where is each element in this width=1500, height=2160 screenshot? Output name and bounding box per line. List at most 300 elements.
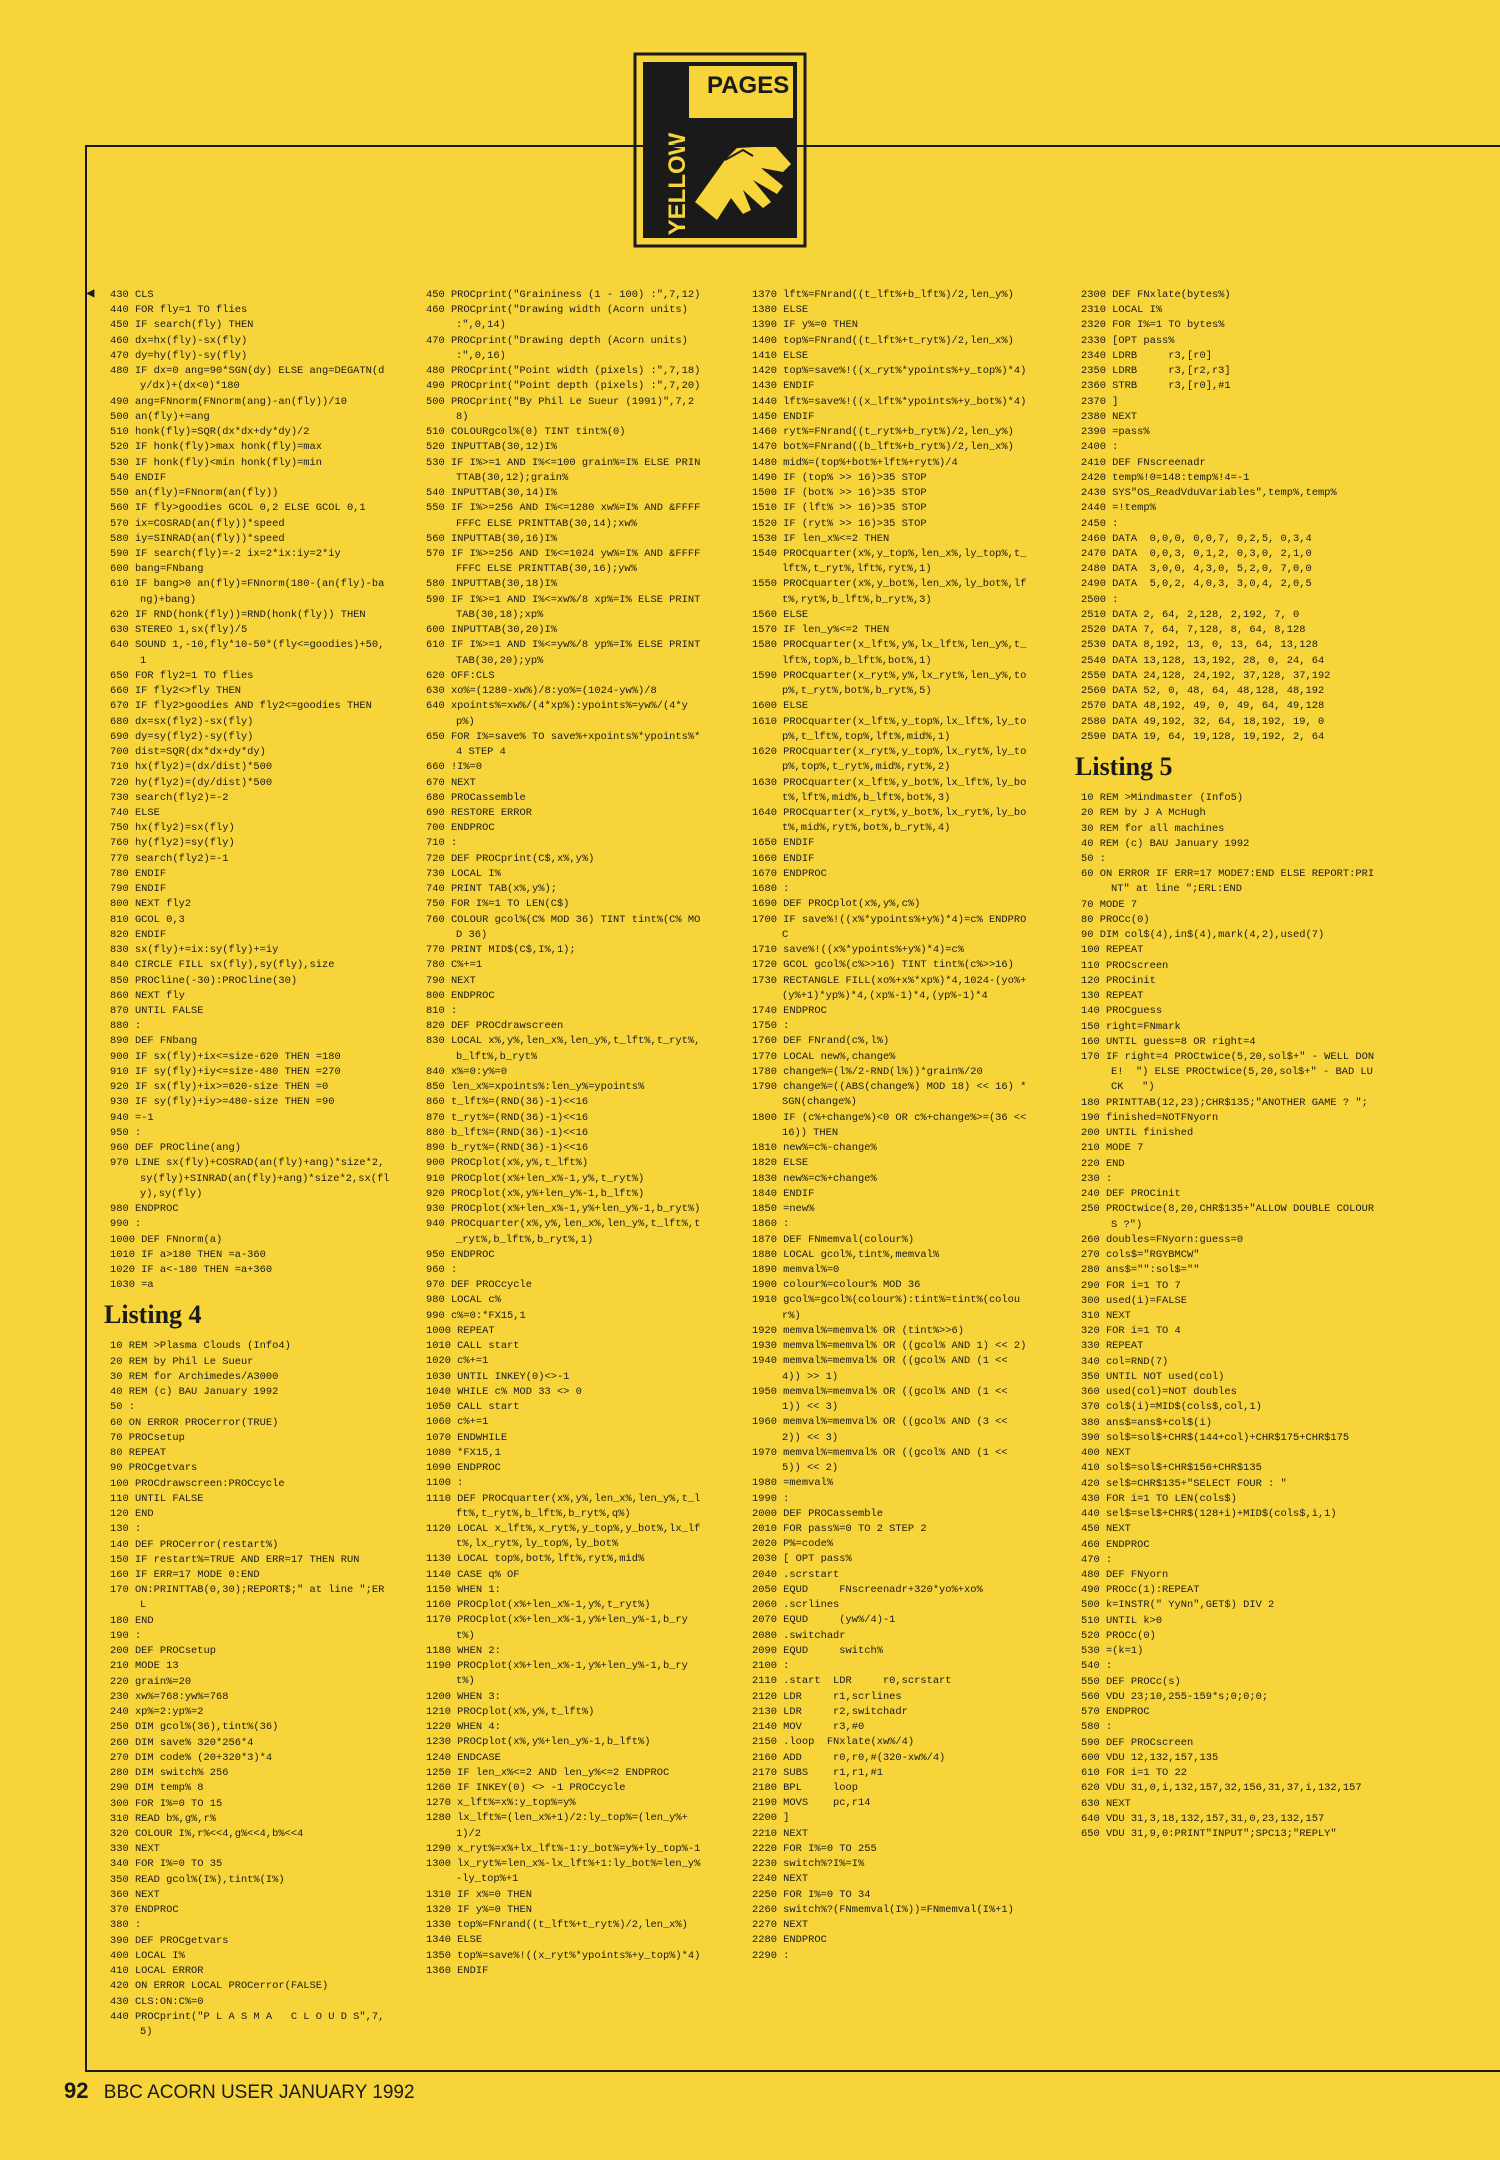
code-line: 470 PROCprint("Drawing depth (Acorn units) :",0,16) — [426, 334, 695, 362]
code-line: 1710 save%!((x%*ypoints%+y%)*4)=c% — [752, 944, 965, 957]
code-line: 180 END — [110, 1614, 154, 1627]
code-line: 310 NEXT — [1081, 1310, 1131, 1322]
code-line: 610 FOR i=1 TO 22 — [1081, 1767, 1188, 1780]
code-line: 450 NEXT — [1081, 1523, 1131, 1536]
code-line: 500 an(fly)+=ang — [110, 410, 210, 423]
code-line: 360 NEXT — [110, 1888, 160, 1901]
code-line: 440 PROCprint("P L A S M A C L O U D S",7,5) — [110, 2010, 385, 2039]
code-line: 2480 DATA 3,0,0, 4,3,0, 5,2,0, 7,0,0 — [1081, 563, 1312, 576]
code-line: 2170 SUBS r1,r1,#1 — [752, 1766, 883, 1779]
code-line: 2220 FOR I%=0 TO 255 — [752, 1842, 877, 1855]
code-line: 1880 LOCAL gcol%,tint%,memval% — [752, 1248, 940, 1261]
code-line: 1680 : — [752, 883, 790, 896]
code-line: 480 IF dx=0 ang=90*SGN(dy) ELSE ang=DEGATN(dy/dx)+(dx<0)*180 — [110, 365, 385, 393]
code-line: 1110 DEF PROCquarter(x%,y%,len_x%,len_y%,t_lft%,t_ryt%,b_lft%,b_ryt%,q%) — [426, 1492, 701, 1520]
code-line: 2100 : — [752, 1660, 790, 1673]
code-line: 550 DEF PROCc(s) — [1081, 1675, 1181, 1688]
code-line: 90 DIM col$(4),in$(4),mark(4,2),used(7) — [1081, 929, 1325, 942]
code-line: 600 INPUTTAB(30,20)I% — [426, 624, 557, 637]
code-line: 2570 DATA 48,192, 49, 0, 49, 64, 49,128 — [1081, 700, 1325, 713]
code-line: 1750 : — [752, 1020, 790, 1033]
code-line: 1620 PROCquarter(x_ryt%,y_top%,lx_ryt%,ly_top%,top%,t_ryt%,mid%,ryt%,2) — [752, 746, 1027, 774]
code-line: 1140 CASE q% OF — [426, 1568, 520, 1581]
code-line: 890 b_ryt%=(RND(36)-1)<<16 — [426, 1142, 589, 1155]
code-line: 280 ans$="":sol$="" — [1081, 1264, 1200, 1277]
listing-column-3 — [746, 288, 1032, 1964]
code-line: 350 READ gcol%(I%),tint%(I%) — [110, 1873, 285, 1886]
code-line: 1260 IF INKEY(0) <> -1 PROCcycle — [426, 1781, 626, 1794]
code-line: 1780 change%=(l%/2-RND(l%))*grain%/20 — [752, 1065, 983, 1078]
page-footer — [64, 2078, 415, 2104]
listing-5-heading: Listing 5 — [1075, 752, 1173, 782]
code-line: 810 GCOL 0,3 — [110, 913, 185, 926]
code-line: 340 col=RND(7) — [1081, 1355, 1169, 1368]
code-line: 840 CIRCLE FILL sx(fly),sy(fly),size — [110, 959, 335, 972]
code-line: 1630 PROCquarter(x_lft%,y_bot%,lx_lft%,ly_bot%,lft%,mid%,b_lft%,bot%,3) — [752, 776, 1027, 804]
code-line: 2040 .scrstart — [752, 1568, 840, 1581]
code-line: 790 ENDIF — [110, 883, 167, 896]
code-line: 570 ENDPROC — [1081, 1706, 1150, 1719]
code-line: 930 IF sy(fly)+iy>=480-size THEN =90 — [110, 1096, 335, 1109]
code-line: 380 ans$=ans$+col$(i) — [1081, 1416, 1212, 1429]
code-line: 170 IF right=4 PROCtwice(5,20,sol$+" - WELL DONE! ") ELSE PROCtwice(5,20,sol$+" - BAD LUCK ") — [1081, 1051, 1375, 1094]
top-rule — [85, 145, 1500, 147]
code-line: 180 PRINTTAB(12,23);CHR$135;"ANOTHER GAME ? "; — [1081, 1096, 1368, 1109]
code-line: 650 VDU 31,9,0:PRINT"INPUT";SPC13;"REPLY" — [1081, 1827, 1337, 1840]
code-line: 80 REPEAT — [110, 1447, 167, 1460]
code-line: 320 FOR i=1 TO 4 — [1081, 1325, 1181, 1338]
code-line: 2060 .scrlines — [752, 1599, 840, 1612]
code-line: 1650 ENDIF — [752, 837, 815, 850]
code-line: 2160 ADD r0,r0,#(320-xw%/4) — [752, 1751, 946, 1764]
code-line: 1660 ENDIF — [752, 852, 815, 865]
code-line: 250 DIM gcol%(36),tint%(36) — [110, 1721, 279, 1734]
code-line: 430 CLS — [110, 289, 154, 301]
code-line: 410 sol$=sol$+CHR$156+CHR$135 — [1081, 1462, 1262, 1475]
code-line: 390 DEF PROCgetvars — [110, 1934, 229, 1947]
code-line: 640 xpoints%=xw%/(4*xp%):ypoints%=yw%/(4*yp%) — [426, 700, 688, 728]
code-line: 800 NEXT fly2 — [110, 898, 192, 911]
code-line: 880 : — [110, 1020, 142, 1033]
code-line: 1230 PROCplot(x%,y%+len_y%-1,b_lft%) — [426, 1736, 651, 1749]
code-line: 510 honk(fly)=SQR(dx*dx+dy*dy)/2 — [110, 426, 310, 439]
code-line: 340 FOR I%=0 TO 35 — [110, 1858, 223, 1871]
code-line: 1980 =memval% — [752, 1477, 834, 1490]
code-line: 2250 FOR I%=0 TO 34 — [752, 1888, 871, 1901]
code-line: 1850 =new% — [752, 1203, 815, 1216]
code-line: 10 REM >Mindmaster (Info5) — [1081, 792, 1244, 805]
code-line: 90 PROCgetvars — [110, 1462, 198, 1475]
code-line: 1010 IF a>180 THEN =a-360 — [110, 1248, 266, 1261]
code-line: 270 DIM code% (20+320*3)*4 — [110, 1751, 273, 1764]
code-line: 740 PRINT TAB(x%,y%); — [426, 883, 557, 896]
code-line: 1030 =a — [110, 1279, 154, 1292]
code-line: 1000 DEF FNnorm(a) — [110, 1233, 223, 1246]
code-line: 990 : — [110, 1218, 142, 1231]
code-line: 580 iy=SINRAD(an(fly))*speed — [110, 532, 285, 545]
code-line: 1990 : — [752, 1492, 790, 1505]
code-line: 1720 GCOL gcol%(c%>>16) TINT tint%(c%>>16) — [752, 959, 1014, 972]
code-line: 760 hy(fly2)=sy(fly) — [110, 837, 235, 850]
code-line: 30 REM for all machines — [1081, 822, 1225, 835]
code-line: 1420 top%=save%!((x_ryt%*ypoints%+y_top%)*4) — [752, 365, 1027, 378]
code-line: 1020 IF a<-180 THEN =a+360 — [110, 1264, 273, 1276]
code-line: 2380 NEXT — [1081, 410, 1138, 423]
code-line: 910 IF sy(fly)+iy<=size-480 THEN =270 — [110, 1065, 341, 1078]
code-line: 710 : — [426, 837, 458, 850]
code-line: 2070 EQUD (yw%/4)-1 — [752, 1614, 896, 1627]
code-line: 740 ELSE — [110, 806, 160, 819]
code-line: 1220 WHEN 4: — [426, 1721, 501, 1734]
code-line: 520 PROCc(0) — [1081, 1629, 1156, 1642]
code-line: 750 hx(fly2)=sx(fly) — [110, 822, 235, 835]
code-line: 870 UNTIL FALSE — [110, 1005, 204, 1018]
code-line: 490 PROCprint("Point depth (pixels) :",7,20) — [426, 380, 701, 393]
code-line: 840 x%=0:y%=0 — [426, 1065, 508, 1078]
code-line: 2530 DATA 8,192, 13, 0, 13, 64, 13,128 — [1081, 639, 1318, 652]
code-line: 480 PROCprint("Point width (pixels) :",7,18) — [426, 365, 701, 378]
code-line: 1940 memval%=memval% OR ((gcol% AND (1 << 4)) >> 1) — [752, 1355, 1014, 1383]
code-line: 1820 ELSE — [752, 1157, 809, 1170]
code-line: 1380 ELSE — [752, 304, 809, 317]
code-line: 450 PROCprint("Graininess (1 - 100) :",7,12) — [426, 289, 701, 301]
code-line: 1840 ENDIF — [752, 1187, 815, 1200]
code-line: 1160 PROCplot(x%+len_x%-1,y%,t_ryt%) — [426, 1599, 651, 1612]
page-number: 92 — [64, 2078, 89, 2103]
code-line: 230 : — [1081, 1172, 1113, 1185]
code-line: 1080 *FX15,1 — [426, 1446, 501, 1459]
code-line: 2050 EQUD FNscreenadr+320*yo%+xo% — [752, 1583, 983, 1596]
code-line: 80 PROCc(0) — [1081, 913, 1150, 926]
code-line: 1900 colour%=colour% MOD 36 — [752, 1279, 921, 1292]
code-line: 2360 STRB r3,[r0],#1 — [1081, 380, 1231, 393]
code-line: 1060 c%+=1 — [426, 1416, 489, 1429]
code-line: 1830 new%=c%+change% — [752, 1172, 877, 1185]
code-line: 1530 IF len_x%<=2 THEN — [752, 532, 890, 545]
code-line: 950 : — [110, 1126, 142, 1139]
code-line: 2200 ] — [752, 1812, 790, 1825]
code-line: 1950 memval%=memval% OR ((gcol% AND (1 << 1)) << 3) — [752, 1385, 1014, 1414]
logo-side-text: YELLOW — [664, 132, 691, 236]
code-line: 1350 top%=save%!((x_ryt%*ypoints%+y_top%)*4) — [426, 1949, 701, 1962]
code-line: 1460 ryt%=FNrand((t_ryt%+b_ryt%)/2,len_y%) — [752, 426, 1014, 439]
code-line: 530 =(k=1) — [1081, 1645, 1144, 1658]
code-line: 1540 PROCquarter(x%,y_top%,len_x%,ly_top%,t_lft%,t_ryt%,lft%,ryt%,1) — [752, 547, 1027, 576]
code-line: 620 OFF:CLS — [426, 669, 495, 682]
code-line: 490 PROCc(1):REPEAT — [1081, 1584, 1200, 1597]
code-line: 970 DEF PROCcycle — [426, 1279, 533, 1292]
code-line: 620 IF RND(honk(fly))=RND(honk(fly)) THEN — [110, 608, 366, 621]
code-line: 2400 : — [1081, 441, 1119, 454]
code-line: 2510 DATA 2, 64, 2,128, 2,192, 7, 0 — [1081, 608, 1300, 621]
code-line: 210 MODE 7 — [1081, 1142, 1144, 1155]
code-line: 500 PROCprint("By Phil Le Sueur (1991)",7,28) — [426, 395, 695, 423]
code-line: 690 dy=sy(fly2)-sy(fly) — [110, 730, 254, 743]
code-line: 2010 FOR pass%=0 TO 2 STEP 2 — [752, 1522, 927, 1535]
code-line: 2110 .start LDR r0,scrstart — [752, 1675, 952, 1688]
code-line: 640 SOUND 1,-10,fly*10-50*(fly<=goodies)+50,1 — [110, 639, 385, 667]
code-line: 300 used(i)=FALSE — [1081, 1294, 1188, 1307]
code-line: 110 PROCscreen — [1081, 959, 1169, 972]
code-line: 260 DIM save% 320*256*4 — [110, 1736, 254, 1749]
code-line: 1800 IF (c%+change%)<0 OR c%+change%>=(36 << 16)) THEN — [752, 1111, 1033, 1139]
code-line: 2500 : — [1081, 593, 1119, 606]
code-line: 860 NEXT fly — [110, 989, 185, 1002]
code-line: 240 xp%=2:yp%=2 — [110, 1706, 204, 1719]
code-line: 440 sel$=sel$+CHR$(128+i)+MID$(cols$,i,1) — [1081, 1508, 1337, 1521]
code-line: 410 LOCAL ERROR — [110, 1965, 204, 1978]
code-line: 1580 PROCquarter(x_lft%,y%,lx_lft%,len_y%,t_lft%,top%,b_lft%,bot%,1) — [752, 639, 1027, 667]
code-line: 140 DEF PROCerror(restart%) — [110, 1538, 279, 1551]
code-line: 700 ENDPROC — [426, 822, 495, 835]
code-line: 630 xo%=(1280-xw%)/8:yo%=(1024-yw%)/8 — [426, 685, 657, 698]
code-line: 920 PROCplot(x%,y%+len_y%-1,b_lft%) — [426, 1187, 645, 1200]
code-line: 600 VDU 12,132,157,135 — [1081, 1751, 1219, 1764]
code-line: 2090 EQUD switch% — [752, 1644, 883, 1657]
code-line: 2030 [ OPT pass% — [752, 1553, 852, 1566]
code-line: 490 ang=FNnorm(FNnorm(ang)-an(fly))/10 — [110, 395, 347, 408]
code-line: 390 sol$=sol$+CHR$(144+col)+CHR$175+CHR$175 — [1081, 1431, 1350, 1444]
code-line: 1300 lx_ryt%=len_x%-lx_lft%+1:ly_bot%=len_y%-ly_top%+1 — [426, 1858, 701, 1886]
code-line: 1670 ENDPROC — [752, 867, 827, 880]
code-line: 650 FOR I%=save% TO save%+xpoints%*ypoints%*4 STEP 4 — [426, 730, 701, 759]
code-line: 590 IF search(fly)=-2 ix=2*ix:iy=2*iy — [110, 547, 341, 560]
code-line: 400 LOCAL I% — [110, 1949, 185, 1962]
code-line: 670 IF fly2>goodies AND fly2<=goodies THEN — [110, 700, 372, 713]
code-line: 2430 SYS"OS_ReadVduVariables",temp%,temp% — [1081, 487, 1337, 500]
code-line: 1790 change%=((ABS(change%) MOD 18) << 16) * SGN(change%) — [752, 1081, 1033, 1109]
code-line: 830 sx(fly)+=ix:sy(fly)+=iy — [110, 944, 279, 957]
code-line: 920 IF sx(fly)+ix>=620-size THEN =0 — [110, 1081, 329, 1094]
code-line: 530 IF honk(fly)<min honk(fly)=min — [110, 456, 323, 469]
listing-column-1 — [104, 288, 390, 2040]
code-line: 220 grain%=20 — [110, 1675, 192, 1688]
code-line: 940 =-1 — [110, 1111, 154, 1124]
code-line: 1740 ENDPROC — [752, 1005, 827, 1018]
code-line: 310 READ b%,g%,r% — [110, 1812, 217, 1825]
code-line: 50 : — [1081, 852, 1106, 865]
code-line: 2020 P%=code% — [752, 1538, 834, 1551]
code-line: 190 finished=NOTFNyorn — [1081, 1111, 1219, 1124]
code-line: 1370 lft%=FNrand((t_lft%+b_lft%)/2,len_y%) — [752, 289, 1014, 301]
code-line: 830 LOCAL x%,y%,len_x%,len_y%,t_lft%,t_ryt%,b_lft%,b_ryt% — [426, 1035, 701, 1063]
code-line: 460 ENDPROC — [1081, 1538, 1150, 1551]
code-line: 540 : — [1081, 1660, 1113, 1673]
logo-top-text: PAGES — [707, 72, 790, 99]
code-line: 2210 NEXT — [752, 1827, 809, 1840]
code-line: 1470 bot%=FNrand((b_lft%+b_ryt%)/2,len_x%) — [752, 441, 1014, 454]
code-line: 820 DEF PROCdrawscreen — [426, 1020, 564, 1033]
code-line: 700 dist=SQR(dx*dx+dy*dy) — [110, 746, 266, 759]
code-line: 1090 ENDPROC — [426, 1462, 501, 1475]
code-line: 50 : — [110, 1401, 135, 1414]
code-line: 2290 : — [752, 1949, 790, 1962]
code-line: 1560 ELSE — [752, 608, 809, 621]
code-line: 1770 LOCAL new%,change% — [752, 1050, 896, 1063]
code-line: 190 : — [110, 1629, 142, 1642]
code-line: 980 LOCAL c% — [426, 1294, 501, 1307]
code-line: 1100 : — [426, 1477, 464, 1490]
code-line: 2470 DATA 0,0,3, 0,1,2, 0,3,0, 2,1,0 — [1081, 547, 1312, 560]
code-line: 2130 LDR r2,switchadr — [752, 1705, 908, 1718]
code-line: 2000 DEF PROCassemble — [752, 1507, 883, 1520]
code-line: 480 DEF FNyorn — [1081, 1568, 1169, 1581]
code-line: 470 : — [1081, 1553, 1113, 1566]
code-line: 630 STEREO 1,sx(fly)/5 — [110, 624, 248, 637]
code-line: 780 C%+=1 — [426, 959, 483, 972]
code-line: 590 DEF PROCscreen — [1081, 1736, 1194, 1749]
code-line: 1290 x_ryt%=x%+lx_lft%-1:y_bot%=y%+ly_top%-1 — [426, 1842, 701, 1855]
code-line: 510 UNTIL k>0 — [1081, 1614, 1163, 1627]
code-line: 10 REM >Plasma Clouds (Info4) — [110, 1340, 291, 1353]
code-line: 530 IF I%>=1 AND I%<=100 grain%=I% ELSE PRINTTAB(30,12);grain% — [426, 456, 701, 484]
code-line: 1860 : — [752, 1218, 790, 1231]
code-line: 2420 temp%!0=148:temp%!4=-1 — [1081, 471, 1250, 484]
code-line: 140 PROCguess — [1081, 1005, 1163, 1018]
code-line: 1450 ENDIF — [752, 410, 815, 423]
code-line: 1030 UNTIL INKEY(0)<>-1 — [426, 1370, 570, 1383]
code-line: 130 REPEAT — [1081, 990, 1144, 1003]
code-line: 550 IF I%>=256 AND I%<=1280 xw%=I% AND &FFFFFFFC ELSE PRINTTAB(30,14);xw% — [426, 502, 701, 530]
code-line: 150 IF restart%=TRUE AND ERR=17 THEN RUN — [110, 1553, 360, 1566]
code-line: 2270 NEXT — [752, 1919, 809, 1932]
code-line: 330 REPEAT — [1081, 1340, 1144, 1353]
code-line: 560 IF fly>goodies GCOL 0,2 ELSE GCOL 0,1 — [110, 502, 366, 515]
code-line: 1510 IF (lft% >> 16)>35 STOP — [752, 502, 927, 515]
code-line: 2450 : — [1081, 517, 1119, 530]
code-line: 1250 IF len_x%<=2 AND len_y%<=2 ENDPROC — [426, 1766, 670, 1779]
code-line: 1600 ELSE — [752, 700, 809, 713]
code-line: 2180 BPL loop — [752, 1781, 859, 1794]
code-line: 2300 DEF FNxlate(bytes%) — [1081, 289, 1231, 301]
code-line: 1020 c%+=1 — [426, 1355, 489, 1368]
code-line: 580 : — [1081, 1721, 1113, 1734]
code-line: 290 DIM temp% 8 — [110, 1782, 204, 1795]
code-line: 900 IF sx(fly)+ix<=size-620 THEN =180 — [110, 1050, 341, 1063]
code-line: 770 PRINT MID$(C$,I%,1); — [426, 944, 576, 957]
code-line: 1200 WHEN 3: — [426, 1690, 501, 1703]
code-line: 1170 PROCplot(x%+len_x%-1,y%+len_y%-1,b_ryt%) — [426, 1614, 688, 1642]
code-line: 2410 DEF FNscreenadr — [1081, 456, 1206, 469]
code-line: 2120 LDR r1,scrlines — [752, 1690, 902, 1703]
code-line: 1490 IF (top% >> 16)>35 STOP — [752, 471, 927, 484]
code-line: 330 NEXT — [110, 1843, 160, 1856]
code-line: 810 : — [426, 1005, 458, 1018]
code-line: 40 REM (c) BAU January 1992 — [1081, 837, 1250, 850]
code-line: 600 bang=FNbang — [110, 563, 204, 576]
code-line: 1610 PROCquarter(x_lft%,y_top%,lx_lft%,ly_top%,t_lft%,top%,lft%,mid%,1) — [752, 715, 1027, 743]
code-line: 720 DEF PROCprint(C$,x%,y%) — [426, 852, 595, 865]
code-line: 320 COLOUR I%,r%<<4,g%<<4,b%<<4 — [110, 1827, 304, 1840]
code-line: 1340 ELSE — [426, 1934, 483, 1947]
code-line: 780 ENDIF — [110, 867, 167, 880]
code-line: 2520 DATA 7, 64, 7,128, 8, 64, 8,128 — [1081, 624, 1306, 637]
code-line: 1500 IF (bot% >> 16)>35 STOP — [752, 487, 927, 500]
code-line: 1120 LOCAL x_lft%,x_ryt%,y_top%,y_bot%,lx_lft%,lx_ryt%,ly_top%,ly_bot% — [426, 1522, 701, 1551]
code-line: 2230 switch%?I%=I% — [752, 1858, 865, 1871]
code-line: 680 dx=sx(fly2)-sx(fly) — [110, 715, 254, 728]
publication-name: BBC ACORN USER JANUARY 1992 — [103, 2082, 415, 2103]
code-line: 610 IF bang>0 an(fly)=FNnorm(180-(an(fly)-bang)+bang) — [110, 578, 385, 606]
code-line: 1890 memval%=0 — [752, 1264, 840, 1276]
code-line: 1480 mid%=(top%+bot%+lft%+ryt%)/4 — [752, 456, 958, 469]
code-line: 2310 LOCAL I% — [1081, 304, 1163, 317]
code-line: 2280 ENDPROC — [752, 1934, 827, 1947]
code-line: 2550 DATA 24,128, 24,192, 37,128, 37,192 — [1081, 669, 1331, 682]
code-line: 200 UNTIL finished — [1081, 1127, 1194, 1140]
code-line: 590 IF I%>=1 AND I%<=xw%/8 xp%=I% ELSE PRINTTAB(30,18);xp% — [426, 593, 701, 621]
code-line: 770 search(fly2)=-1 — [110, 852, 229, 865]
code-line: 60 ON ERROR PROCerror(TRUE) — [110, 1416, 279, 1429]
code-line: 230 xw%=768:yw%=768 — [110, 1690, 229, 1703]
code-line: 150 right=FNmark — [1081, 1020, 1181, 1033]
code-line: 2460 DATA 0,0,0, 0,0,7, 0,2,5, 0,3,4 — [1081, 532, 1312, 545]
code-line: 20 REM by Phil Le Sueur — [110, 1355, 254, 1368]
code-line: 2260 switch%?(FNmemval(I%))=FNmemval(I%+1) — [752, 1903, 1014, 1916]
code-line: 450 IF search(fly) THEN — [110, 319, 254, 332]
code-line: 910 PROCplot(x%+len_x%-1,y%,t_ryt%) — [426, 1172, 645, 1185]
code-line: 570 ix=COSRAD(an(fly))*speed — [110, 517, 285, 530]
code-line: 430 CLS:ON:C%=0 — [110, 1995, 204, 2008]
code-line: 640 VDU 31,3,18,132,157,31,0,23,132,157 — [1081, 1812, 1325, 1825]
code-line: 470 dy=hy(fly)-sy(fly) — [110, 349, 248, 362]
code-line: 620 VDU 31,0,i,132,157,32,156,31,37,i,132,157 — [1081, 1782, 1362, 1795]
code-line: 2490 DATA 5,0,2, 4,0,3, 3,0,4, 2,0,5 — [1081, 578, 1312, 591]
code-line: 2150 .loop FNxlate(xw%/4) — [752, 1736, 915, 1749]
code-line: 1690 DEF PROCplot(x%,y%,c%) — [752, 898, 921, 911]
code-line: 1640 PROCquarter(x_ryt%,y_bot%,lx_ryt%,ly_bot%,mid%,ryt%,bot%,b_ryt%,4) — [752, 806, 1027, 835]
code-line: 20 REM by J A McHugh — [1081, 807, 1206, 820]
code-line: 1330 top%=FNrand((t_lft%+t_ryt%)/2,len_x%) — [426, 1919, 688, 1932]
listing-column-4 — [1075, 288, 1375, 1842]
code-line: 1070 ENDWHILE — [426, 1431, 508, 1444]
code-line: 500 k=INSTR(" YyNn",GET$) DIV 2 — [1081, 1599, 1275, 1612]
code-line: 440 FOR fly=1 TO flies — [110, 304, 248, 317]
code-line: 1870 DEF FNmemval(colour%) — [752, 1233, 915, 1246]
code-line: 790 NEXT — [426, 974, 476, 987]
code-line: 200 DEF PROCsetup — [110, 1645, 217, 1658]
code-line: 1320 IF y%=0 THEN — [426, 1903, 533, 1916]
code-line: 120 PROCinit — [1081, 974, 1156, 987]
code-line: 460 dx=hx(fly)-sx(fly) — [110, 334, 248, 347]
code-line: 680 PROCassemble — [426, 791, 526, 804]
code-line: 160 IF ERR=17 MODE 0:END — [110, 1568, 260, 1581]
code-line: 550 an(fly)=FNnorm(an(fly)) — [110, 487, 279, 500]
code-line: 1050 CALL start — [426, 1401, 520, 1414]
code-line: 670 NEXT — [426, 776, 476, 789]
code-line: 2580 DATA 49,192, 32, 64, 18,192, 19, 0 — [1081, 715, 1325, 728]
code-line: 880 b_lft%=(RND(36)-1)<<16 — [426, 1126, 589, 1139]
code-line: 1010 CALL start — [426, 1340, 520, 1353]
code-line: 760 COLOUR gcol%(C% MOD 36) TINT tint%(C% MOD 36) — [426, 913, 701, 941]
code-line: 1130 LOCAL top%,bot%,lft%,ryt%,mid% — [426, 1553, 645, 1566]
code-line: 350 UNTIL NOT used(col) — [1081, 1370, 1225, 1383]
code-line: 980 ENDPROC — [110, 1203, 179, 1216]
code-line: 520 INPUTTAB(30,12)I% — [426, 441, 557, 454]
code-line: 970 LINE sx(fly)+COSRAD(an(fly)+ang)*size*2,sy(fly)+SINRAD(an(fly)+ang)*size*2,sx(fly),sy(fly) — [110, 1157, 390, 1200]
code-line: 1360 ENDIF — [426, 1964, 489, 1977]
code-line: 2330 [OPT pass% — [1081, 334, 1175, 347]
code-line: 420 ON ERROR LOCAL PROCerror(FALSE) — [110, 1980, 329, 1993]
code-line: 870 t_ryt%=(RND(36)-1)<<16 — [426, 1111, 589, 1124]
code-line: 40 REM (c) BAU January 1992 — [110, 1386, 279, 1399]
code-line: 930 PROCplot(x%+len_x%-1,y%+len_y%-1,b_ryt%) — [426, 1203, 701, 1216]
code-line: 1430 ENDIF — [752, 380, 815, 393]
code-line: 1760 DEF FNrand(c%,l%) — [752, 1035, 890, 1048]
code-line: 60 ON ERROR IF ERR=17 MODE7:END ELSE REPORT:PRINT" at line ";ERL:END — [1081, 868, 1375, 896]
code-line: 820 ENDIF — [110, 928, 167, 941]
code-line: 960 : — [426, 1264, 458, 1276]
